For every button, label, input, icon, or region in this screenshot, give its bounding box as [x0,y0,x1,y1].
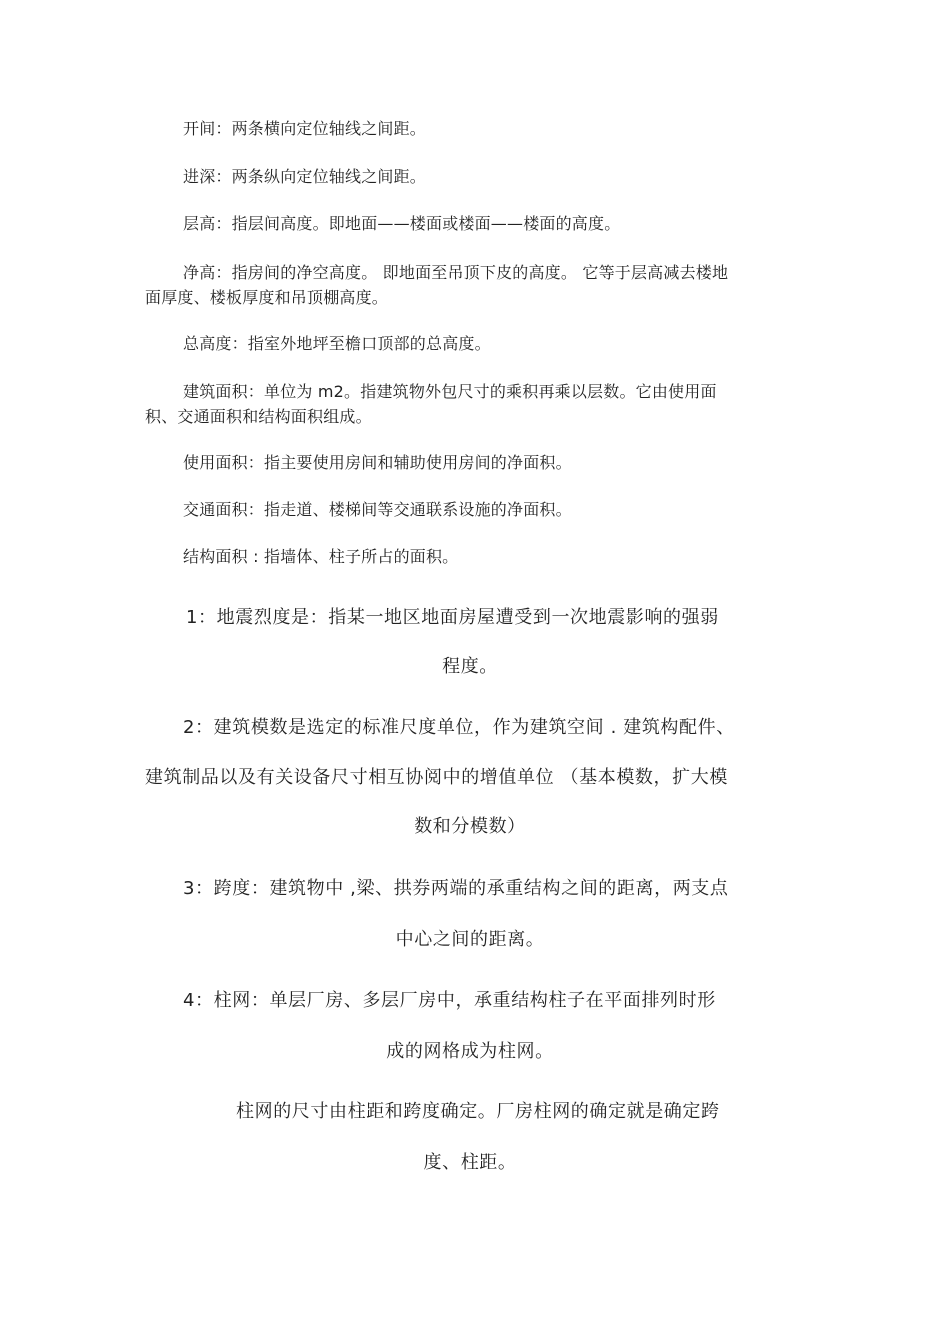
definition-jianzhu-mianji-line2: 积、交通面积和结构面积组成。 [145,407,372,426]
definition-jiegou-mianji: 结构面积 : 指墙体、柱子所占的面积。 [183,547,459,566]
definition-kaijian: 开间：两条横向定位轴线之间距。 [183,119,427,138]
item3-line1: 3：跨度：建筑物中 ,梁、拱券两端的承重结构之间的距离，两支点 [183,878,729,899]
note-line2: 度、柱距。 [423,1152,517,1173]
definition-jiaotong-mianji: 交通面积：指走道、楼梯间等交通联系设施的净面积。 [183,500,572,519]
note-line1: 柱网的尺寸由柱距和跨度确定。厂房柱网的确定就是确定跨 [236,1101,720,1122]
item4-line1: 4：柱网：单层厂房、多层厂房中，承重结构柱子在平面排列时形 [183,990,716,1011]
item1-line1: 1：地震烈度是：指某一地区地面房屋遭受到一次地震影响的强弱 [186,607,719,628]
item1-line2: 程度。 [442,656,498,677]
definition-zonggaodu: 总高度：指室外地坪至檐口顶部的总高度。 [183,334,491,353]
definition-jinshen: 进深：两条纵向定位轴线之间距。 [183,167,427,186]
definition-jinggao-line1: 净高：指房间的净空高度。 即地面至吊顶下皮的高度。 它等于层高减去楼地 [183,263,729,282]
item2-line1: 2：建筑模数是选定的标准尺度单位，作为建筑空间 . 建筑构配件、 [183,717,735,738]
definition-shiyong-mianji: 使用面积：指主要使用房间和辅助使用房间的净面积。 [183,453,572,472]
item4-line2: 成的网格成为柱网。 [386,1041,554,1062]
definition-jinggao-line2: 面厚度、楼板厚度和吊顶棚高度。 [145,288,389,307]
item2-line3: 数和分模数） [414,816,526,837]
definition-cenggao: 层高：指层间高度。即地面——楼面或楼面——楼面的高度。 [183,214,621,233]
item2-line2: 建筑制品以及有关设备尺寸相互协阅中的增值单位 （基本模数，扩大模 [145,767,728,788]
definition-jianzhu-mianji-line1: 建筑面积：单位为 m2。指建筑物外包尺寸的乘积再乘以层数。它由使用面 [183,382,717,401]
item3-line2: 中心之间的距离。 [395,929,545,950]
